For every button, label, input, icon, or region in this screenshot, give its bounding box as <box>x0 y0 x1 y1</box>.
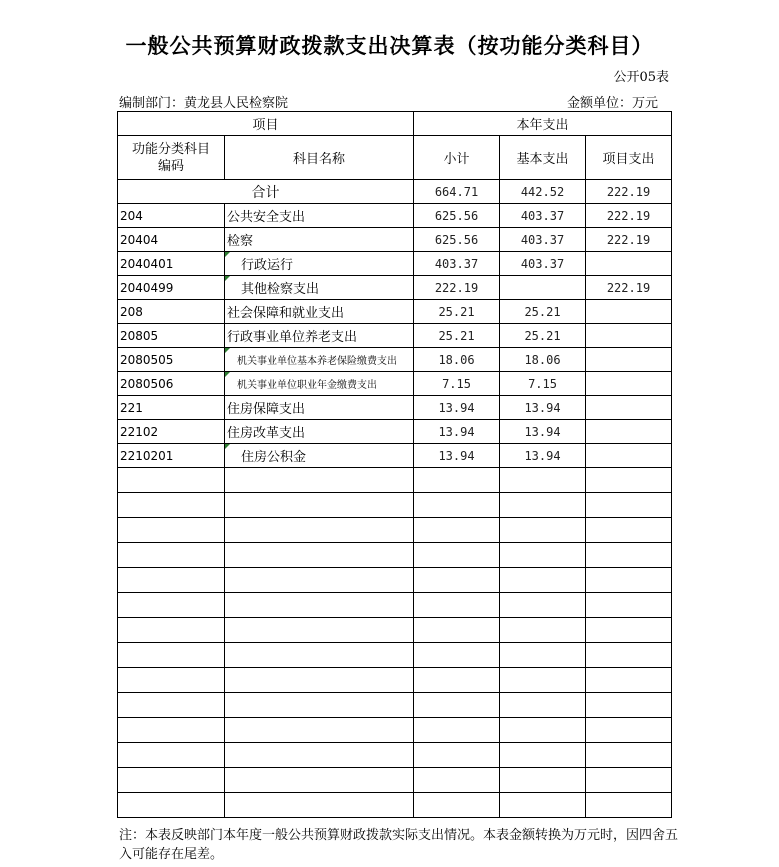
row-subtotal: 13.94 <box>414 420 500 444</box>
page-title: 一般公共预算财政拨款支出决算表（按功能分类科目） <box>125 34 654 58</box>
total-basic: 442.52 <box>500 180 586 204</box>
empty-cell <box>586 493 672 518</box>
table-row <box>118 276 672 300</box>
row-basic: 403.37 <box>500 252 586 276</box>
empty-cell <box>414 668 500 693</box>
table-row <box>118 372 672 396</box>
row-subtotal: 7.15 <box>414 372 500 396</box>
row-basic: 13.94 <box>500 444 586 468</box>
row-subtotal: 18.06 <box>414 348 500 372</box>
empty-row <box>118 643 672 668</box>
empty-cell <box>500 643 586 668</box>
empty-cell <box>586 593 672 618</box>
row-name-text: 行政事业单位养老支出 <box>227 330 358 345</box>
empty-cell <box>414 793 500 818</box>
row-subtotal: 403.37 <box>414 252 500 276</box>
row-name <box>225 204 414 228</box>
row-subtotal: 13.94 <box>414 396 500 420</box>
empty-cell <box>225 543 414 568</box>
empty-cell <box>118 768 225 793</box>
empty-cell <box>500 518 586 543</box>
row-basic <box>500 276 586 300</box>
cell-marker-icon <box>225 444 230 449</box>
empty-cell <box>414 593 500 618</box>
row-project <box>586 444 672 468</box>
row-name <box>225 324 414 348</box>
row-subtotal: 625.56 <box>414 204 500 228</box>
empty-cell <box>414 468 500 493</box>
row-project: 222.19 <box>586 228 672 252</box>
row-name-text: 其他检察支出 <box>241 282 320 297</box>
empty-row <box>118 743 672 768</box>
empty-row <box>118 668 672 693</box>
empty-cell <box>414 693 500 718</box>
empty-cell <box>500 468 586 493</box>
empty-cell <box>118 618 225 643</box>
empty-cell <box>414 643 500 668</box>
row-name <box>225 300 414 324</box>
row-code: 20404 <box>118 228 225 252</box>
row-project <box>586 300 672 324</box>
cell-marker-icon <box>225 276 230 281</box>
row-basic: 25.21 <box>500 300 586 324</box>
row-basic: 13.94 <box>500 420 586 444</box>
row-basic: 13.94 <box>500 396 586 420</box>
row-name-text: 行政运行 <box>241 258 294 273</box>
header-year-expense: 本年支出 <box>414 112 672 136</box>
empty-row <box>118 693 672 718</box>
row-code: 2040499 <box>118 276 225 300</box>
row-code: 2080506 <box>118 372 225 396</box>
row-code: 2210201 <box>118 444 225 468</box>
empty-row <box>118 618 672 643</box>
empty-cell <box>586 743 672 768</box>
empty-cell <box>225 793 414 818</box>
empty-cell <box>414 568 500 593</box>
total-label: 合计 <box>118 180 414 204</box>
header-name: 科目名称 <box>225 136 414 180</box>
empty-cell <box>500 618 586 643</box>
table-row <box>118 324 672 348</box>
table-row <box>118 300 672 324</box>
row-project <box>586 348 672 372</box>
empty-cell <box>586 668 672 693</box>
empty-cell <box>500 493 586 518</box>
empty-cell <box>500 793 586 818</box>
empty-cell <box>586 693 672 718</box>
row-name <box>225 276 414 300</box>
header-project-expense: 项目支出 <box>586 136 672 180</box>
header-project: 项目 <box>118 112 414 136</box>
empty-cell <box>225 618 414 643</box>
row-project <box>586 420 672 444</box>
row-code: 221 <box>118 396 225 420</box>
total-subtotal: 664.71 <box>414 180 500 204</box>
expenditure-table <box>117 111 672 818</box>
empty-cell <box>118 643 225 668</box>
row-name-text: 机关事业单位职业年金缴费支出 <box>237 380 377 391</box>
total-project: 222.19 <box>586 180 672 204</box>
empty-cell <box>586 618 672 643</box>
amount-unit: 金额单位：万元 <box>567 96 659 111</box>
empty-cell <box>500 693 586 718</box>
empty-cell <box>414 768 500 793</box>
row-subtotal: 25.21 <box>414 300 500 324</box>
row-name <box>225 420 414 444</box>
table-row <box>118 396 672 420</box>
empty-row <box>118 543 672 568</box>
row-name <box>225 372 414 396</box>
empty-row <box>118 468 672 493</box>
row-project <box>586 372 672 396</box>
empty-cell <box>225 518 414 543</box>
empty-row <box>118 518 672 543</box>
row-name <box>225 348 414 372</box>
row-name-text: 住房公积金 <box>241 450 307 465</box>
row-code: 208 <box>118 300 225 324</box>
empty-cell <box>586 543 672 568</box>
header-code: 功能分类科目编码 <box>118 136 225 180</box>
row-subtotal: 25.21 <box>414 324 500 348</box>
table-row <box>118 228 672 252</box>
empty-cell <box>118 793 225 818</box>
empty-cell <box>586 568 672 593</box>
empty-cell <box>500 543 586 568</box>
empty-row <box>118 593 672 618</box>
empty-row <box>118 568 672 593</box>
row-name-text: 公共安全支出 <box>227 210 306 225</box>
table-row <box>118 348 672 372</box>
row-subtotal: 222.19 <box>414 276 500 300</box>
empty-cell <box>225 568 414 593</box>
empty-cell <box>414 518 500 543</box>
row-code: 204 <box>118 204 225 228</box>
empty-cell <box>225 593 414 618</box>
row-name <box>225 396 414 420</box>
cell-marker-icon <box>225 372 230 377</box>
empty-row <box>118 768 672 793</box>
empty-cell <box>118 718 225 743</box>
empty-cell <box>225 693 414 718</box>
empty-cell <box>414 543 500 568</box>
empty-cell <box>118 518 225 543</box>
row-basic: 18.06 <box>500 348 586 372</box>
table-row <box>118 204 672 228</box>
row-name <box>225 228 414 252</box>
empty-cell <box>225 768 414 793</box>
empty-cell <box>586 468 672 493</box>
cell-marker-icon <box>225 252 230 257</box>
empty-cell <box>414 493 500 518</box>
empty-cell <box>118 593 225 618</box>
empty-cell <box>500 593 586 618</box>
empty-cell <box>586 718 672 743</box>
row-basic: 25.21 <box>500 324 586 348</box>
row-basic: 403.37 <box>500 228 586 252</box>
empty-cell <box>500 568 586 593</box>
row-project <box>586 252 672 276</box>
compiling-department: 编制部门：黄龙县人民检察院 <box>119 96 289 111</box>
empty-row <box>118 718 672 743</box>
row-name <box>225 252 414 276</box>
empty-cell <box>118 493 225 518</box>
row-name <box>225 444 414 468</box>
empty-cell <box>586 643 672 668</box>
row-project: 222.19 <box>586 276 672 300</box>
empty-cell <box>414 618 500 643</box>
row-subtotal: 13.94 <box>414 444 500 468</box>
row-name-text: 住房保障支出 <box>227 402 306 417</box>
row-name-text: 检察 <box>227 234 254 249</box>
row-project <box>586 324 672 348</box>
row-code: 22102 <box>118 420 225 444</box>
row-code: 2040401 <box>118 252 225 276</box>
row-name-text: 住房改革支出 <box>227 426 306 441</box>
row-project: 222.19 <box>586 204 672 228</box>
header-basic: 基本支出 <box>500 136 586 180</box>
row-subtotal: 625.56 <box>414 228 500 252</box>
form-number: 公开05表 <box>613 70 669 85</box>
row-basic: 403.37 <box>500 204 586 228</box>
empty-cell <box>225 718 414 743</box>
empty-cell <box>414 718 500 743</box>
empty-cell <box>500 668 586 693</box>
row-project <box>586 396 672 420</box>
empty-cell <box>118 543 225 568</box>
empty-cell <box>118 468 225 493</box>
empty-cell <box>586 518 672 543</box>
table-row <box>118 444 672 468</box>
row-code: 20805 <box>118 324 225 348</box>
empty-cell <box>414 743 500 768</box>
empty-cell <box>225 743 414 768</box>
empty-cell <box>225 643 414 668</box>
empty-cell <box>500 718 586 743</box>
row-code: 2080505 <box>118 348 225 372</box>
row-name-text: 机关事业单位基本养老保险缴费支出 <box>237 356 397 367</box>
empty-row <box>118 493 672 518</box>
empty-cell <box>118 743 225 768</box>
header-subtotal: 小计 <box>414 136 500 180</box>
row-basic: 7.15 <box>500 372 586 396</box>
cell-marker-icon <box>225 348 230 353</box>
empty-cell <box>118 693 225 718</box>
row-name-text: 社会保障和就业支出 <box>227 306 345 321</box>
empty-cell <box>118 668 225 693</box>
empty-cell <box>225 468 414 493</box>
empty-cell <box>500 768 586 793</box>
empty-cell <box>118 568 225 593</box>
total-row <box>118 180 672 204</box>
empty-row <box>118 793 672 818</box>
empty-cell <box>586 768 672 793</box>
empty-cell <box>225 668 414 693</box>
table-row <box>118 252 672 276</box>
empty-cell <box>500 743 586 768</box>
footnote: 注：本表反映部门本年度一般公共预算财政拨款实际支出情况。本表金额转换为万元时，因四舍五入可能存在尾差。 <box>119 828 679 862</box>
table-row <box>118 420 672 444</box>
empty-cell <box>225 493 414 518</box>
empty-cell <box>586 793 672 818</box>
